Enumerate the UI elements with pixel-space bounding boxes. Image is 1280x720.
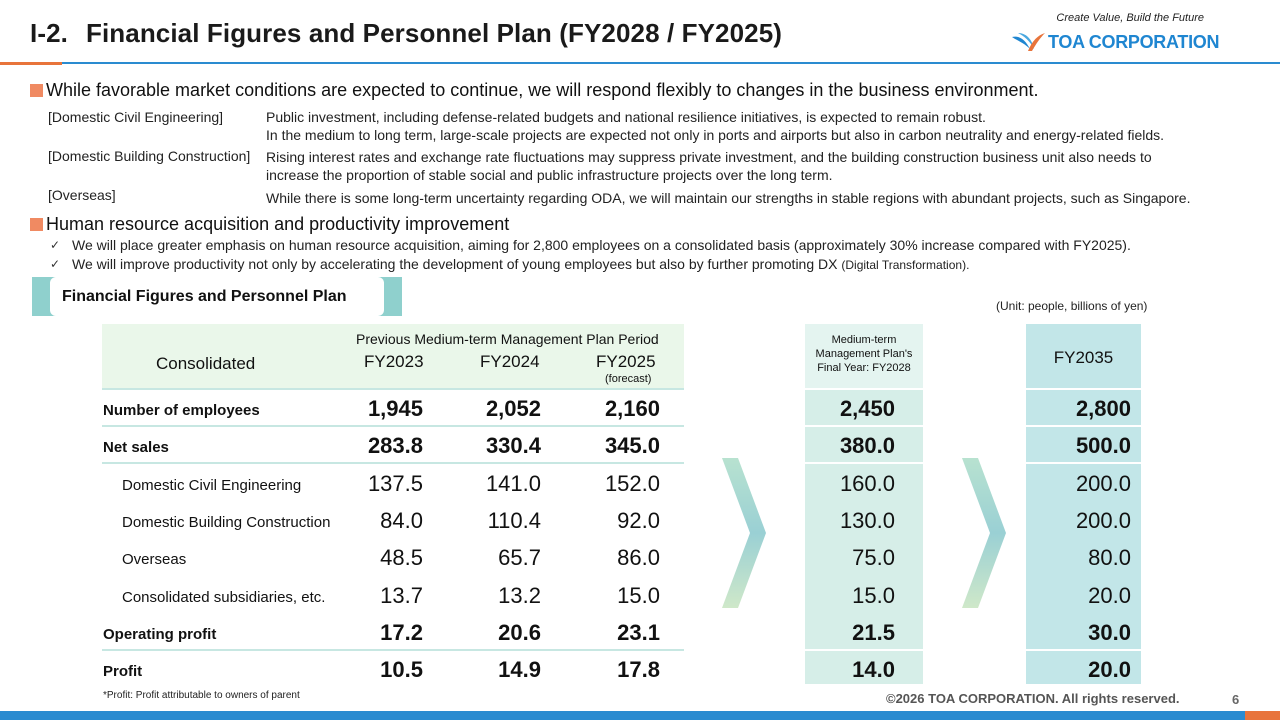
cell-overseas-fy2035: 80.0 <box>1088 545 1131 570</box>
cell-subsidiaries-fy2035: 20.0 <box>1088 583 1131 608</box>
forecast-note: (forecast) <box>605 373 652 385</box>
cell-operating-profit-fy2023: 17.2 <box>380 620 423 645</box>
cell-subsidiaries-fy2024: 13.2 <box>498 583 541 608</box>
item-line: While there is some long-term uncertainty regarding ODA, we will maintain our strengths in stable regions with abundant projects, such as Singapore. <box>266 190 1191 206</box>
footnote: *Profit: Profit attributable to owners of parent <box>103 690 300 701</box>
cell-net-sales-fy2025: 345.0 <box>604 433 660 458</box>
copyright: ©2026 TOA CORPORATION. All rights reserved. <box>886 691 1180 706</box>
table-divider <box>102 425 684 427</box>
row-label-overseas: Overseas <box>122 551 187 568</box>
cell-building-fy2035: 200.0 <box>1075 508 1131 533</box>
item-label-civil: [Domestic Civil Engineering] <box>48 109 224 125</box>
cell-operating-profit-fy2025: 23.1 <box>617 620 660 645</box>
cell-civil-fy2023: 137.5 <box>367 471 423 496</box>
cell-overseas-fy2023: 48.5 <box>380 545 423 570</box>
cell-subsidiaries-fy2025: 15.0 <box>617 583 660 608</box>
table-divider <box>102 462 684 464</box>
cell-net-sales-fy2035: 500.0 <box>1075 433 1131 458</box>
company-logo <box>1010 29 1219 55</box>
cell-overseas-fy2028: 75.0 <box>852 545 895 570</box>
check-item-hr <box>50 237 1131 253</box>
table-divider <box>102 649 684 651</box>
item-line: Public investment, including defense-related budgets and national resilience initiatives, is expected to remain robust. <box>266 109 986 125</box>
title-number: I-2. <box>30 18 68 48</box>
chevron-right-icon <box>720 458 768 608</box>
row-label-civil: Domestic Civil Engineering <box>122 477 302 494</box>
cell-net-sales-fy2023: 283.8 <box>367 433 423 458</box>
cell-subsidiaries-fy2028: 15.0 <box>852 583 895 608</box>
row-label-operating-profit: Operating profit <box>103 626 217 643</box>
check-item-dx <box>50 256 969 272</box>
consolidated-header: Consolidated <box>156 354 256 373</box>
check-text-small: (Digital Transformation). <box>841 258 970 272</box>
item-text-civil <box>266 108 1164 144</box>
cell-operating-profit-fy2028: 21.5 <box>852 620 895 645</box>
row-label-subsidiaries: Consolidated subsidiaries, etc. <box>122 589 326 606</box>
item-line: Rising interest rates and exchange rate fluctuations may suppress private investment, and the building construction business unit also needs to <box>266 149 1152 165</box>
square-bullet-icon <box>30 218 43 231</box>
cell-building-fy2028: 130.0 <box>839 508 895 533</box>
cell-overseas-fy2024: 65.7 <box>498 545 541 570</box>
check-text: We will place greater emphasis on human resource acquisition, aiming for 2,800 employees on a consolidated basis (approximately 30% increase compared with FY2025). <box>72 237 1131 253</box>
year-header-fy2035: FY2035 <box>1053 348 1114 367</box>
row-label-employees: Number of employees <box>103 402 260 419</box>
table-divider <box>805 425 923 427</box>
cell-employees-fy2028: 2,450 <box>839 396 895 421</box>
unit-note: (Unit: people, billions of yen) <box>996 299 1148 313</box>
cell-building-fy2023: 84.0 <box>380 508 423 533</box>
cell-civil-fy2035: 200.0 <box>1075 471 1131 496</box>
header-divider-accent <box>0 62 62 65</box>
cell-profit-fy2028: 14.0 <box>852 657 895 682</box>
cell-operating-profit-fy2024: 20.6 <box>498 620 541 645</box>
item-line: In the medium to long term, large-scale projects are expected not only in ports and airports but also in carbon neutrality and energy-related fields. <box>266 127 1165 143</box>
row-label-profit: Profit <box>103 663 143 680</box>
item-line: increase the proportion of stable social and public infrastructure projects over the long term. <box>266 167 833 183</box>
year-header-fy2025: FY2025 <box>596 352 656 371</box>
year-header-fy2024: FY2024 <box>480 352 540 371</box>
item-text-building <box>266 148 1152 184</box>
row-label-building: Domestic Building Construction <box>122 514 331 531</box>
cell-employees-fy2023: 1,945 <box>367 396 423 421</box>
square-bullet-icon <box>30 84 43 97</box>
tagline: Create Value, Build the Future <box>1056 12 1204 24</box>
cell-profit-fy2024: 14.9 <box>498 657 541 682</box>
table-divider <box>805 462 923 464</box>
cell-employees-fy2024: 2,052 <box>485 396 541 421</box>
section-heading-text: While favorable market conditions are expected to continue, we will respond flexibly to changes in the business environment. <box>46 80 1039 100</box>
table-divider <box>1026 462 1141 464</box>
cell-civil-fy2025: 152.0 <box>604 471 660 496</box>
cell-profit-fy2035: 20.0 <box>1088 657 1131 682</box>
page-number: 6 <box>1232 692 1240 707</box>
header-divider <box>0 62 1280 64</box>
table-tab-label: Financial Figures and Personnel Plan <box>62 288 347 305</box>
row-label-net-sales: Net sales <box>103 439 169 456</box>
table-divider <box>1026 649 1141 651</box>
table-divider <box>102 388 684 390</box>
section-heading-market <box>30 80 1039 101</box>
footer-bar <box>0 711 1280 720</box>
table-divider <box>805 388 923 390</box>
cell-civil-fy2024: 141.0 <box>485 471 541 496</box>
footer-bar-accent <box>1245 711 1280 720</box>
cell-profit-fy2025: 17.8 <box>617 657 660 682</box>
check-text-main: We will improve productivity not only by accelerating the development of young employees but also by further promoting DX <box>72 256 842 272</box>
bird-logo-icon <box>1010 29 1046 55</box>
table-divider <box>805 649 923 651</box>
cell-building-fy2025: 92.0 <box>617 508 660 533</box>
cell-civil-fy2028: 160.0 <box>839 471 895 496</box>
table-divider <box>1026 425 1141 427</box>
midterm-header-line: Final Year: FY2028 <box>817 362 911 374</box>
table-divider <box>1026 388 1141 390</box>
cell-employees-fy2025: 2,160 <box>604 396 660 421</box>
cell-net-sales-fy2028: 380.0 <box>839 433 895 458</box>
item-text-overseas <box>266 189 1190 207</box>
item-label-overseas: [Overseas] <box>48 187 116 203</box>
cell-employees-fy2035: 2,800 <box>1075 396 1131 421</box>
checkmark-icon: ✓ <box>50 238 61 252</box>
midterm-header <box>805 333 923 375</box>
logo-text: TOA CORPORATION <box>1048 31 1220 52</box>
section-heading-text: Human resource acquisition and productivity improvement <box>46 214 510 234</box>
check-text <box>72 256 969 272</box>
cell-overseas-fy2025: 86.0 <box>617 545 660 570</box>
section-heading-hr <box>30 214 509 235</box>
cell-net-sales-fy2024: 330.4 <box>485 433 541 458</box>
title-text: Financial Figures and Personnel Plan (FY2028 / FY2025) <box>85 18 783 48</box>
chevron-right-icon <box>960 458 1008 608</box>
prev-period-header: Previous Medium-term Management Plan Period <box>356 331 659 347</box>
cell-profit-fy2023: 10.5 <box>380 657 423 682</box>
page-title <box>30 18 782 49</box>
midterm-header-line: Management Plan's <box>815 348 913 360</box>
cell-subsidiaries-fy2023: 13.7 <box>380 583 423 608</box>
cell-building-fy2024: 110.4 <box>487 508 541 533</box>
cell-operating-profit-fy2035: 30.0 <box>1088 620 1131 645</box>
item-label-building: [Domestic Building Construction] <box>48 148 251 164</box>
midterm-header-line: Medium-term <box>831 334 897 346</box>
checkmark-icon: ✓ <box>50 257 61 271</box>
year-header-fy2023: FY2023 <box>364 352 424 371</box>
